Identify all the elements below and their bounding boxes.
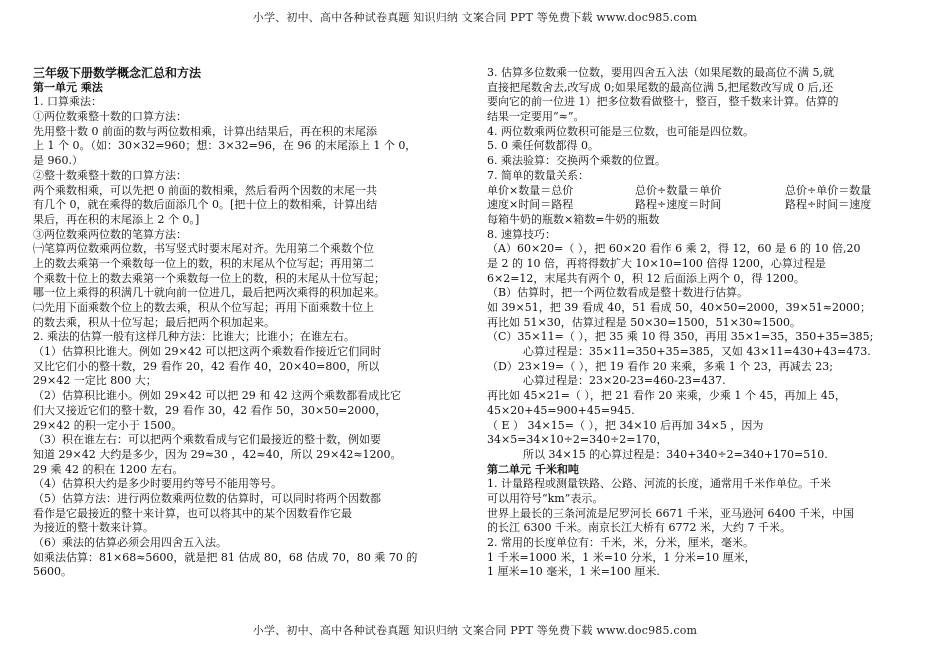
text-line: 再比如 45×21=（ ），把 21 看作 20 来乘，少乘 1 个 45，再加上 45， (487, 389, 846, 403)
unit-heading: 第二单元 千米和吨 (487, 462, 579, 476)
text-line: 的长江 6300 千米。南京长江大桥有 6772 米，大约 7 千米。 (487, 521, 791, 535)
relation-cell: 路程÷速度＝时间 (635, 198, 722, 212)
unit-heading: 第一单元 乘法 (33, 80, 103, 94)
text-line: 29 乘 42 的积在 1200 左右。 (33, 462, 184, 476)
text-line: 如乘法估算：81×68≈5600，就是把 81 估成 80，68 估成 70，80 乘 70 的 (33, 550, 418, 564)
text-line: 看作是它最接近的整十来计算，也可以将其中的某个因数看作它最 (33, 506, 352, 520)
relations-row (487, 184, 919, 199)
text-line: 可以用符号“km”表示。 (487, 491, 604, 505)
text-line: （B）估算时，把一个两位数看成是整十数进行估算。 (487, 286, 749, 300)
relations-table (487, 184, 919, 213)
text-line: 心算过程是：35×11=350+35=385，又如 43×11=430+43=473. (523, 345, 871, 359)
text-line: 是 2 的 10 倍，再将得数扩大 10×10=100 倍得 1200，心算过程是 (487, 256, 826, 270)
text-line: 4. 两位数乘两位数积可能是三位数，也可能是四位数。 (487, 124, 754, 138)
text-line: 哪一位上乘得的积满几十就向前一位进几，最后把两次乘得的积加起来。 (33, 286, 385, 300)
relation-cell: 路程÷时间＝速度 (785, 198, 872, 212)
text-line: ③两位数乘两位数的笔算方法： (33, 227, 187, 241)
text-line: ㈠笔算两位数乘两位数，书写竖式时要末尾对齐。先用第二个乘数个位 (33, 242, 374, 256)
text-line: 上的数去乘第一个乘数每一位上的数，积的末尾从个位写起；再用第二 (33, 256, 374, 270)
relation-cell: 总价÷数量＝单价 (635, 183, 722, 197)
text-line: 2. 乘法的估算一般有这样几种方法：比谁大；比谁小；在谁左右。 (33, 330, 355, 344)
right-column (487, 66, 919, 580)
text-line: 2. 常用的长度单位有：千米，米，分米，厘米，毫米。 (487, 536, 754, 549)
text-line: （A）60×20=（ ），把 60×20 看作 6 乘 2，得 12，60 是 6 的 10 倍,20 (487, 242, 861, 256)
document-title: 三年级下册数学概念汇总和方法 (33, 66, 202, 80)
text-line: 直接把尾数舍去,改写成 0;如果尾数的最高位满 5,把尾数改写成 0 后,还 (487, 80, 834, 94)
relation-cell: 速度×时间＝路程 (487, 198, 574, 212)
text-line: （ E ） 34×15=（ ），把 34×10 后再加 34×5 ，因为 (487, 418, 764, 432)
text-line: 再比如 51×30，估算过程是 50×30=1500，51×30≈1500。 (487, 315, 802, 329)
left-text-block (33, 95, 463, 580)
text-line: 果后，再在积的末尾添上 2 个 0。] (33, 212, 200, 226)
text-line: 1 千米=1000 米，1 米=10 分米，1 分米=10 厘米， (487, 550, 756, 564)
text-line: 上 1 个 0。（如：30×32=960；想：3×32=96，在 96 的末尾添上 1 个 0， (33, 139, 417, 153)
text-line: 知道 29×42 大约是多少，因为 29≈30 ，42≈40，所以 29×42≈1200。 (33, 447, 402, 461)
text-line: 7. 简单的数量关系： (487, 168, 589, 182)
footer-banner: 小学、初中、高中各种试卷真题 知识归纳 文案合同 PPT 等免费下载 www.doc985.com (252, 624, 698, 637)
text-line: 5600。 (33, 565, 72, 579)
text-line: 们大又接近它们的整十数，29 看作 30，42 看作 50，30×50=2000， (33, 403, 387, 417)
text-line: 结果一定要用“≈”。 (487, 110, 585, 124)
text-line: 29×42 的积一定小于 1500。 (33, 418, 183, 432)
text-line: 是 960.） (33, 154, 83, 168)
right-text-block-f (487, 477, 919, 580)
text-line: （2）估算积比谁小。例如 29×42 可以把 29 和 42 这两个乘数都看成比它 (33, 389, 402, 403)
text-line: 8. 速算技巧： (487, 227, 556, 241)
relations-row (487, 198, 919, 213)
text-line: 45×20+45=900+45=945. (487, 403, 635, 417)
text-line: 世界上最长的三条河流是尼罗河长 6671 千米，亚马逊河 6400 千米，中国 (487, 506, 854, 520)
right-text-block-e (487, 389, 919, 448)
text-line: ②整十数乘整十数的口算方法： (33, 168, 187, 182)
text-line: 1 厘米=10 毫米，1 米=100 厘米. (487, 565, 660, 579)
text-line: 所以 34×15 的心算过程是：340+340÷2=340+170=510. (523, 447, 828, 461)
text-line: 每箱牛奶的瓶数×箱数=牛奶的瓶数 (487, 212, 660, 226)
text-line: 要向它的前一位进 1）把多位数看做整十，整百，整千数来计算。估算的 (487, 95, 839, 109)
text-line: （D）23×19=（ ），把 19 看作 20 来乘，多乘 1 个 23，再减去 23; (487, 359, 833, 373)
relation-cell: 总价÷单价＝数量 (785, 183, 872, 197)
text-line: （4）估算积大约是多少时要用约等号不能用等号。 (33, 477, 282, 491)
text-line: 3. 估算多位数乘一位数，要用四舍五入法（如果尾数的最高位不满 5,就 (487, 66, 834, 79)
relation-cell: 单价×数量＝总价 (487, 183, 574, 197)
text-line: 6. 乘法验算：交换两个乘数的位置。 (487, 154, 666, 168)
text-line: 5. 0 乘任何数都得 0。 (487, 139, 599, 153)
left-column (33, 66, 463, 580)
text-line: （1）估算积比谁大。例如 29×42 可以把这两个乘数看作接近它们同时 (33, 345, 382, 359)
right-text-block-a (487, 66, 919, 184)
text-line: 先用整十数 0 前面的数与两位数相乘，计算出结果后，再在积的末尾添 (33, 124, 377, 138)
text-line: （5）估算方法：进行两位数乘两位数的估算时，可以同时将两个因数都 (33, 491, 381, 505)
text-line: （C）35×11=（ ），把 35 乘 10 得 350，再用 35×1=35，350+35=385; (487, 330, 874, 344)
text-line: ①两位数乘整十数的口算方法： (33, 110, 187, 124)
text-line: 6×2=12，末尾共有两个 0，积 12 后面添上两个 0，得 1200。 (487, 271, 805, 285)
text-line: 两个乘数相乘，可以先把 0 前面的数相乘，然后看两个因数的末尾一共 (33, 183, 377, 197)
text-line: （6）乘法的估算必须会用四舍五入法。 (33, 536, 227, 549)
text-line: 的数去乘，积从十位写起；最后把两个积加起来。 (33, 315, 275, 329)
text-line: 29×42 一定比 800 大； (33, 374, 157, 388)
text-line: 如 39×51，把 39 看成 40，51 看成 50，40×50=2000，39×51≈2000； (487, 301, 872, 314)
text-line: 1. 口算乘法： (33, 95, 102, 109)
text-line: 为接近的整十数来计算。 (33, 521, 154, 535)
text-line: 心算过程是：23×20-23=460-23=437. (523, 374, 726, 388)
header-banner: 小学、初中、高中各种试卷真题 知识归纳 文案合同 PPT 等免费下载 www.doc985.com (252, 11, 698, 24)
text-line: 有几个 0，就在乘得的数后面添几个 0。[把十位上的数相乘，计算出结 (33, 198, 378, 212)
text-line: 又比它们小的整十数，29 看作 20，42 看作 40，20×40=800，所以 (33, 359, 380, 373)
text-line: ㈡先用下面乘数个位上的数去乘，积从个位写起；再用下面乘数十位上 (33, 301, 374, 314)
right-text-block-b (487, 213, 919, 345)
text-line: 个乘数十位上的数去乘第一个乘数每一位上的数，积的末尾从十位写起； (33, 271, 385, 285)
text-line: （3）积在谁左右：可以把两个乘数看成与它们最接近的整十数，例如要 (33, 433, 381, 447)
text-line: 34×5=34×10÷2=340÷2=170， (487, 433, 668, 447)
text-line: 1. 计量路程或测量铁路、公路、河流的长度，通常用千米作单位。千米 (487, 477, 831, 491)
